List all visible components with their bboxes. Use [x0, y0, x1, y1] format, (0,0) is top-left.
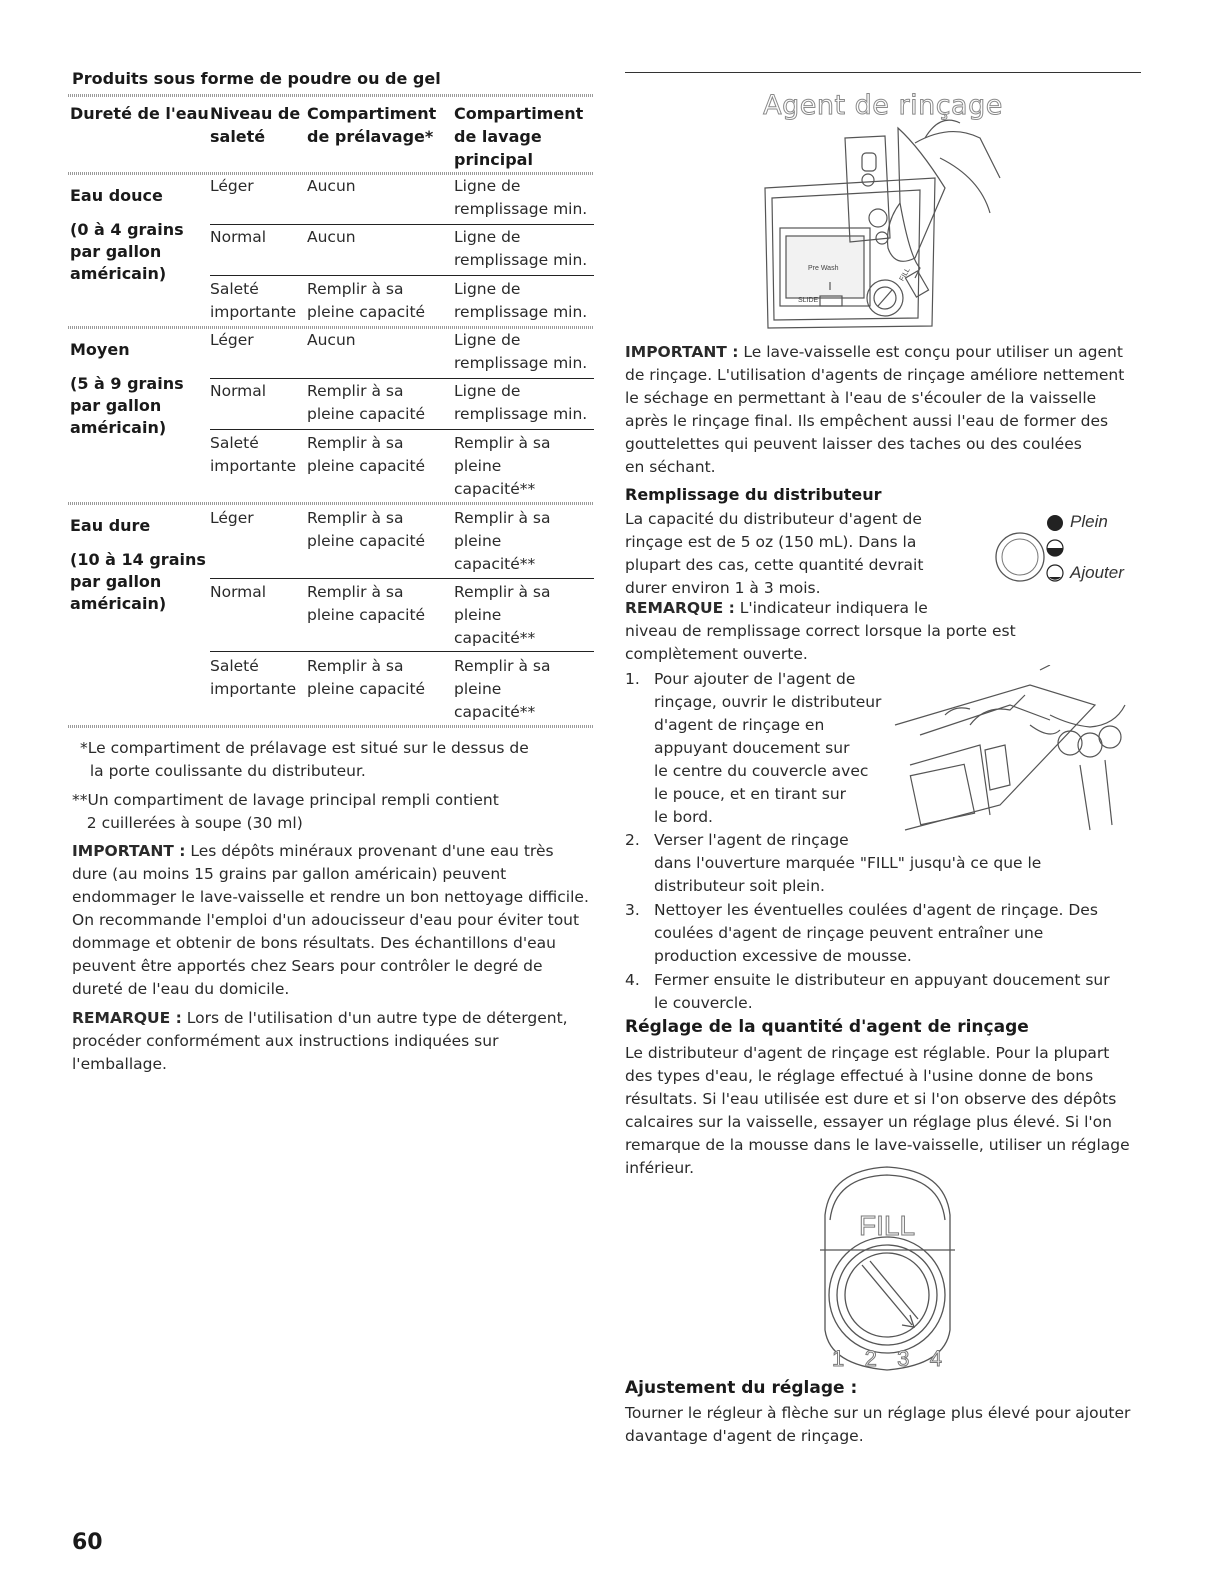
row-divider	[210, 275, 594, 276]
note-paragraph	[625, 597, 1141, 666]
table-row	[210, 581, 594, 653]
cell-soil: Normal	[210, 583, 267, 601]
step-number: 1.	[625, 670, 640, 688]
group-range: (5 à 9 grains par gallon américain)	[70, 374, 184, 437]
cell-soil: Léger	[210, 509, 254, 527]
cell-mainwash: Remplir à sa pleine capacité**	[454, 583, 551, 647]
dial-number: 2	[864, 1346, 877, 1371]
row-divider	[210, 429, 594, 430]
table-row	[210, 507, 594, 579]
full-dot-icon	[1045, 513, 1065, 533]
header-soil-level: Niveau de saleté	[210, 104, 301, 146]
important-text: Les dépôts minéraux provenant d'une eau très dure (au moins 15 grains par gallon américain) peuvent endommager le lave-vaisselle et rendre un bon nettoyage difficile. On recommande l'emploi d'un adoucisseur d'eau pour éviter tout dommage et obtenir de bons résultats. Des échantillons d'eau peuvent être apportés chez Sears pour contrôler le degré de dureté de l'eau du domicile.	[72, 842, 589, 998]
table-row	[210, 329, 594, 377]
cell-prewash: Remplir à sa pleine capacité	[307, 434, 426, 475]
fill-label: FILL	[898, 266, 912, 283]
left-remarque-paragraph	[72, 1007, 592, 1076]
cell-soil: Saleté importante	[210, 657, 297, 698]
row-divider	[210, 651, 594, 652]
group-hard-water	[70, 515, 205, 615]
cell-soil: Léger	[210, 331, 254, 349]
cell-mainwash: Ligne de remplissage min.	[454, 331, 588, 372]
group-range: (10 à 14 grains par gallon américain)	[70, 550, 206, 613]
group-name: Eau dure	[70, 516, 151, 535]
important-label: IMPORTANT :	[72, 842, 186, 860]
adjust-dial-illustration	[800, 1165, 975, 1375]
slide-label: SLIDE	[798, 297, 819, 304]
table-row	[210, 226, 594, 274]
adjust-paragraph: Le distributeur d'agent de rinçage est réglable. Pour la plupart des types d'eau, le réglage effectué à l'usine donne de bons résultats. Si l'eau utilisée est dure et si l'on observe des dépôts calcaires sur la vaisselle, essayer un réglage plus élevé. Si l'on remarque de la mousse dans le lave-vaisselle, utiliser un réglage inférieur.	[625, 1044, 1130, 1177]
cell-soil: Normal	[210, 382, 267, 400]
cell-prewash: Remplir à sa pleine capacité	[307, 509, 426, 550]
table-top-rule	[68, 94, 594, 97]
note-text: L'indicateur indiquera le niveau de remplissage correct lorsque la porte est complètement ouverte.	[625, 599, 1016, 663]
legend-full: Plein	[1070, 512, 1108, 531]
header-hardness: Dureté de l'eau	[70, 104, 209, 123]
step-text: Pour ajouter de l'agent de rinçage, ouvrir le distributeur d'agent de rinçage en appuyant doucement sur le centre du couvercle avec le pouce, et en tirant sur le bord.	[654, 670, 882, 826]
remarque-label: REMARQUE :	[72, 1009, 182, 1027]
dial-number: 1	[832, 1346, 845, 1371]
header-mainwash: Compartiment de lavage principal	[454, 104, 584, 169]
fill-heading: Remplissage du distributeur	[625, 485, 882, 504]
setting-paragraph: Tourner le régleur à flèche sur un réglage plus élevé pour ajouter davantage d'agent de rinçage.	[625, 1404, 1131, 1445]
cell-prewash: Remplir à sa pleine capacité	[307, 657, 426, 698]
cell-prewash: Aucun	[307, 177, 356, 195]
note-label: REMARQUE :	[625, 599, 735, 617]
legend-add: Ajouter	[1070, 563, 1124, 582]
row-divider	[210, 378, 594, 379]
cell-prewash: Aucun	[307, 228, 356, 246]
cell-mainwash: Remplir à sa pleine capacité**	[454, 657, 551, 721]
table-title: Produits sous forme de poudre ou de gel	[72, 69, 441, 88]
cell-soil: Léger	[210, 177, 254, 195]
cell-prewash: Remplir à sa pleine capacité	[307, 583, 426, 624]
cell-mainwash: Remplir à sa pleine capacité**	[454, 509, 551, 573]
step-text: Verser l'agent de rinçage dans l'ouverture marquée "FILL" jusqu'à ce que le distributeur soit plein.	[654, 831, 1042, 895]
cell-soil: Saleté importante	[210, 434, 297, 475]
table-row	[210, 432, 594, 504]
half-dot-icon	[1045, 538, 1065, 558]
left-important-paragraph	[72, 840, 592, 1001]
step-text: Fermer ensuite le distributeur en appuyant doucement sur le couvercle.	[654, 971, 1110, 1012]
dial-fill-label: FILL	[858, 1210, 916, 1241]
group-range: (0 à 4 grains par gallon américain)	[70, 220, 184, 283]
important-label: IMPORTANT :	[625, 343, 739, 361]
dial-number-scale	[832, 1346, 942, 1372]
section-top-rule	[625, 72, 1141, 73]
group-name: Eau douce	[70, 186, 163, 205]
section-title: Agent de rinçage	[763, 90, 1003, 121]
group-divider	[68, 502, 594, 505]
step-number: 2.	[625, 831, 640, 849]
important-text: Le lave-vaisselle est conçu pour utiliser un agent de rinçage. L'utilisation d'agents de rinçage améliore nettement le séchage en permettant à l'eau de s'écouler de la vaisselle après le rinçage final. Ils empêchent aussi l'eau de former des gouttelettes qui peuvent laisser des taches ou des coulées en séchant.	[625, 343, 1125, 476]
adjust-heading: Réglage de la quantité d'agent de rinçage	[625, 1017, 1029, 1037]
table-row	[210, 175, 594, 223]
footnote-prewash: *Le compartiment de prélavage est situé sur le dessus de la porte coulissante du distributeur.	[80, 739, 529, 780]
dispenser-fill-illustration	[750, 118, 1060, 336]
row-divider	[210, 578, 594, 579]
cell-mainwash: Ligne de remplissage min.	[454, 177, 588, 218]
row-divider	[210, 224, 594, 225]
step-text: Nettoyer les éventuelles coulées d'agent de rinçage. Des coulées d'agent de rinçage peuvent entraîner une production excessive de mousse.	[654, 901, 1098, 965]
prewash-label: Pre Wash	[808, 265, 839, 272]
cell-soil: Saleté importante	[210, 280, 297, 321]
footnote-mainwash: **Un compartiment de lavage principal rempli contient 2 cuillerées à soupe (30 ml)	[72, 791, 499, 832]
empty-dot-icon	[1045, 563, 1065, 583]
cell-soil: Normal	[210, 228, 267, 246]
cell-mainwash: Ligne de remplissage min.	[454, 280, 588, 321]
header-prewash: Compartiment de prélavage*	[307, 104, 437, 146]
remarque-text: Lors de l'utilisation d'un autre type de détergent, procéder conformément aux instructions indiquées sur l'emballage.	[72, 1009, 568, 1073]
page-number: 60	[72, 1530, 103, 1555]
table-bottom-rule	[68, 725, 594, 728]
cell-mainwash: Ligne de remplissage min.	[454, 228, 588, 269]
fill-paragraph: La capacité du distributeur d'agent de rinçage est de 5 oz (150 mL). Dans la plupart des cas, cette quantité devrait durer environ 1 à 3 mois.	[625, 510, 924, 597]
open-lid-illustration	[890, 665, 1130, 835]
table-row	[210, 380, 594, 428]
table-row	[210, 278, 594, 326]
group-medium-water	[70, 339, 205, 439]
cell-mainwash: Remplir à sa pleine capacité**	[454, 434, 551, 498]
step-number: 4.	[625, 971, 640, 989]
cell-prewash: Aucun	[307, 331, 356, 349]
cell-mainwash: Ligne de remplissage min.	[454, 382, 588, 423]
group-name: Moyen	[70, 340, 130, 359]
step-number: 3.	[625, 901, 640, 919]
table-row	[210, 655, 594, 727]
cell-prewash: Remplir à sa pleine capacité	[307, 382, 426, 423]
rinse-important-paragraph	[625, 341, 1141, 479]
group-soft-water	[70, 185, 205, 285]
cell-prewash: Remplir à sa pleine capacité	[307, 280, 426, 321]
dial-number: 3	[897, 1346, 910, 1371]
setting-heading: Ajustement du réglage :	[625, 1378, 858, 1398]
dial-number: 4	[929, 1346, 942, 1371]
